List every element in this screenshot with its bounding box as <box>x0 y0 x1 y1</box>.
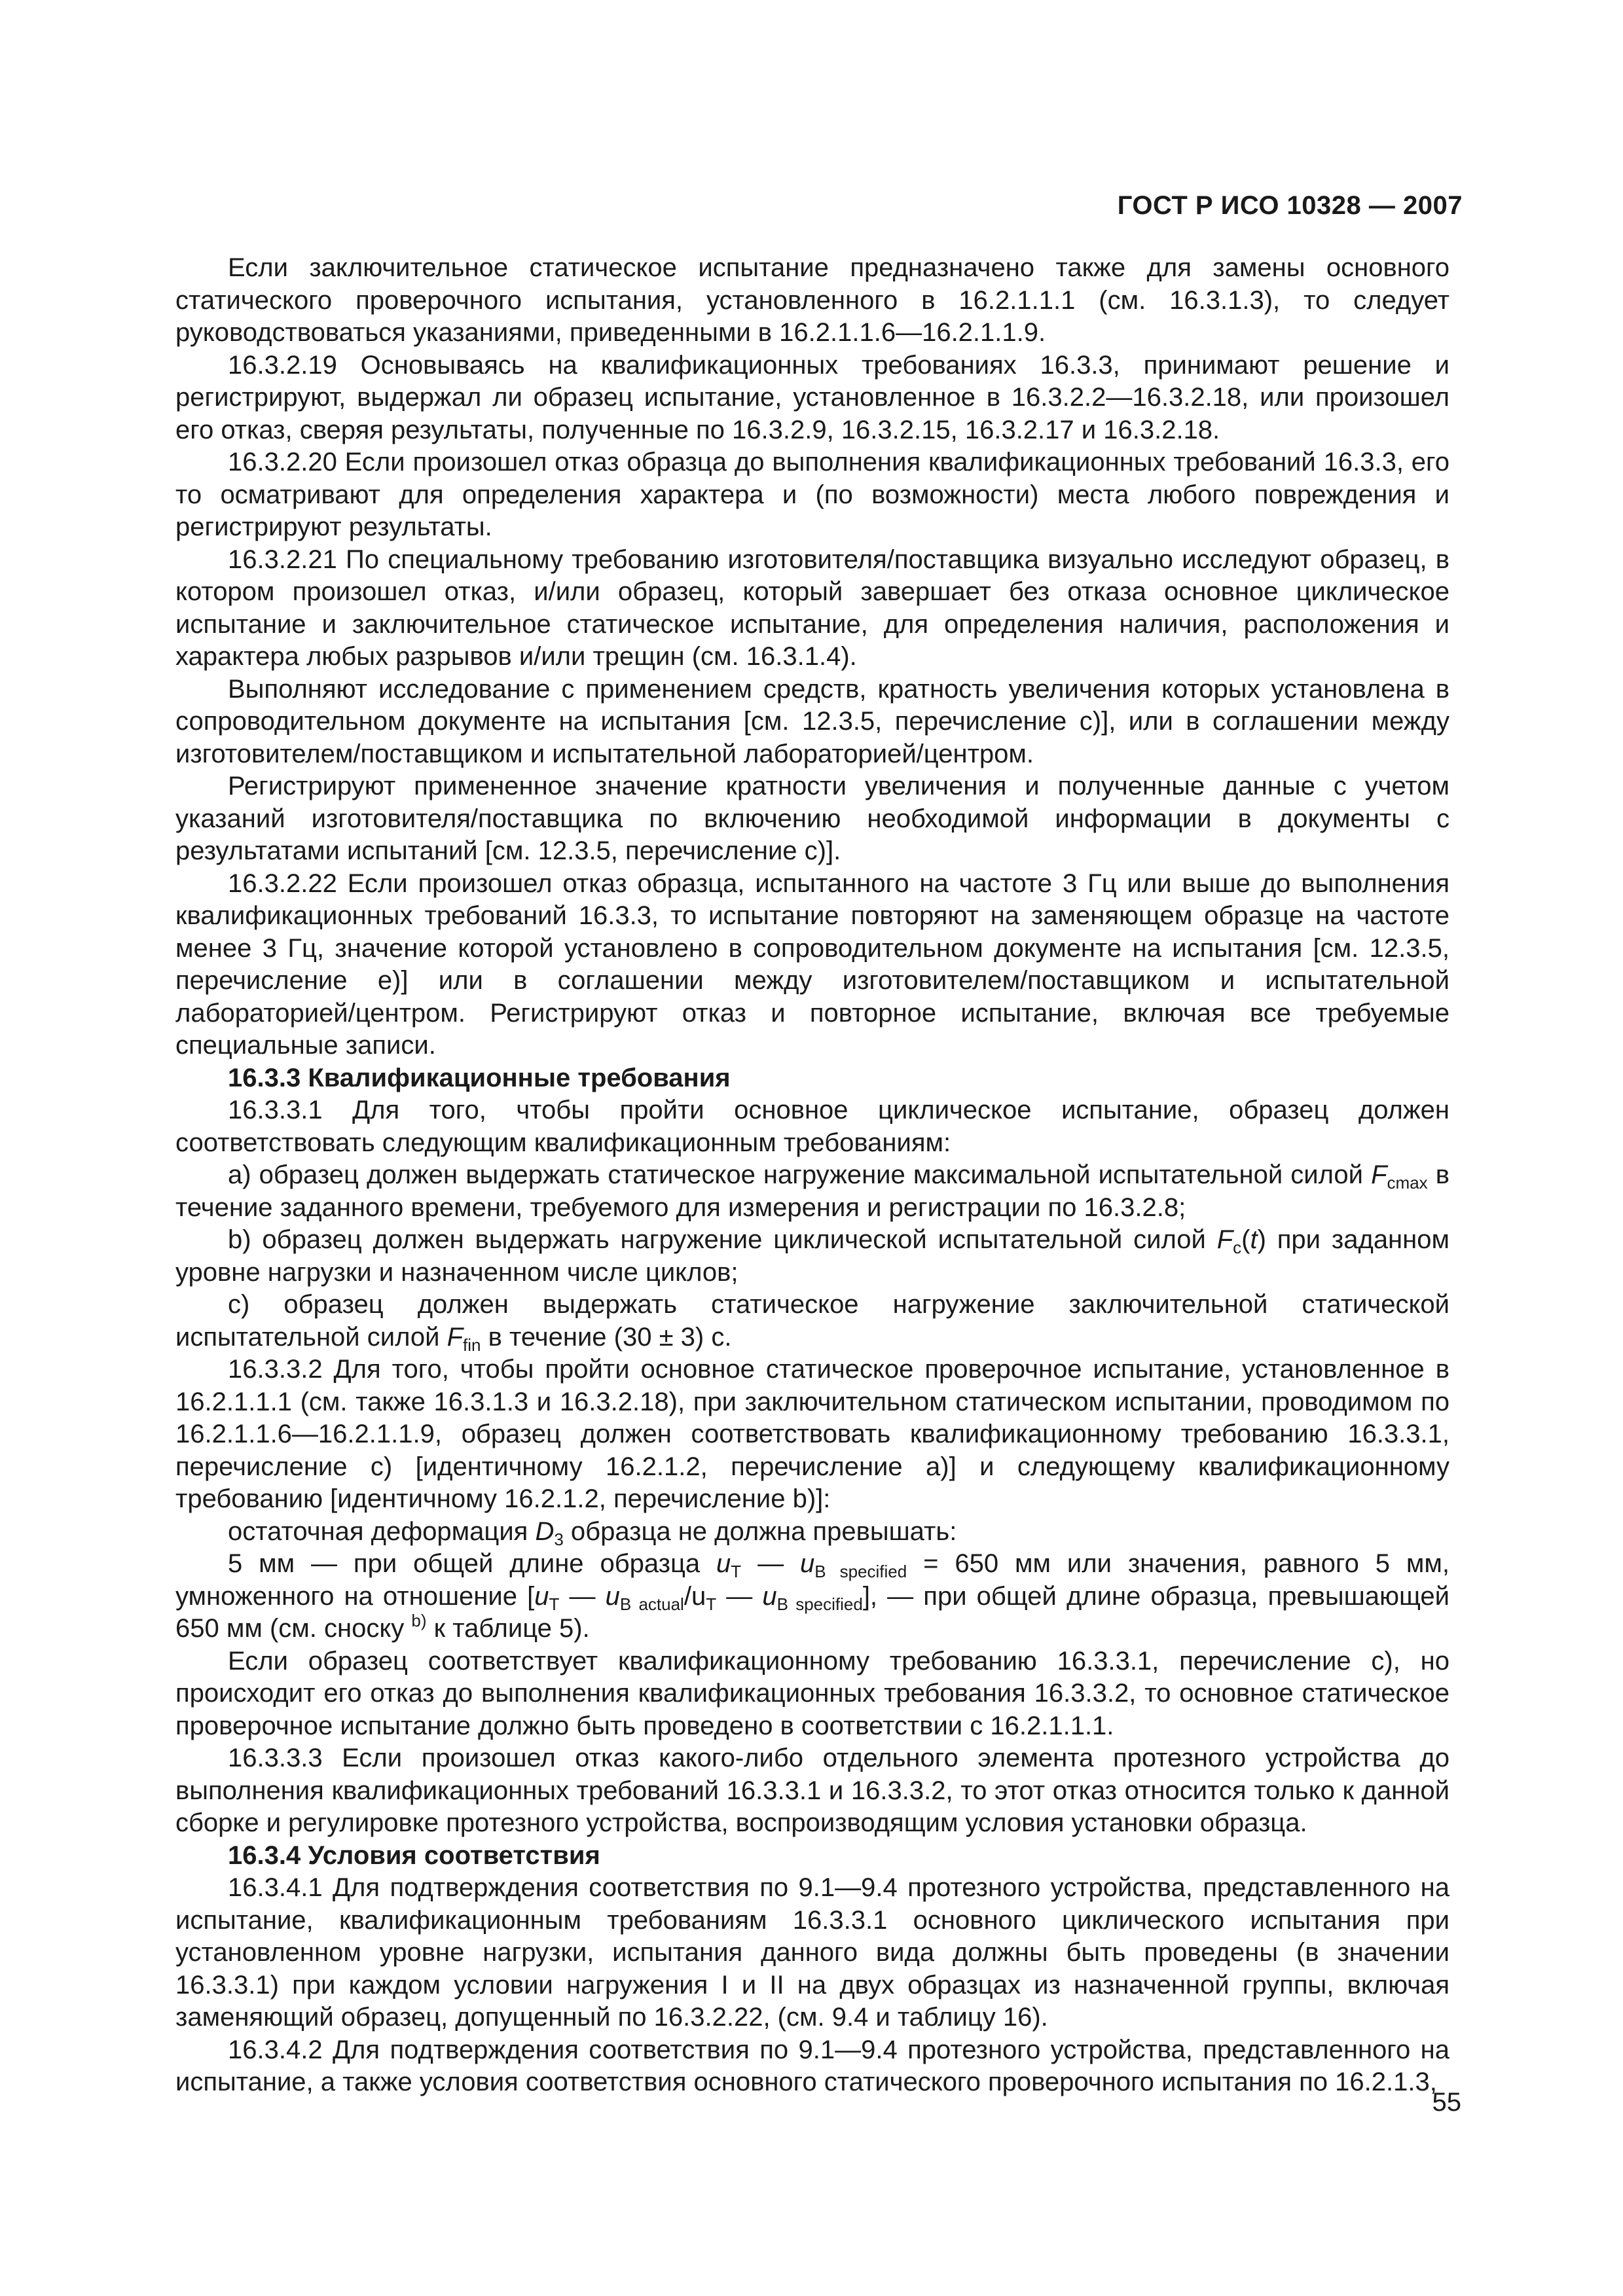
page-number: 55 <box>1432 2088 1461 2117</box>
paragraph-text: в течение (30 ± 3) с. <box>481 1322 732 1352</box>
symbol: u <box>605 1581 620 1611</box>
subscript: 3 <box>554 1529 564 1549</box>
symbol: F <box>1371 1160 1387 1189</box>
paragraph: 16.3.3.3 Если произошел отказ какого-либо отдельного элемента протезного устройства до выполнения квалификационных требований 16.3.3.1 и 16.3.3.2, то этот отказ относится только к данной сборке и регулировке протезного устройства, воспроизводящим условия установки образца. <box>175 1744 1450 1837</box>
paragraph-text: b) образец должен выдержать нагружение циклической испытательной силой <box>228 1225 1217 1254</box>
paragraph: Если образец соответствует квалификационному требованию 16.3.3.1, перечисление c), но происходит его отказ до выполнения квалификационных требования 16.3.3.2, то основное статическое проверочное испытание должно быть проведено в соответствии с 16.2.1.1.1. <box>175 1646 1450 1740</box>
paragraph <box>175 1548 1450 1645</box>
paragraph: Выполняют исследование с применением средств, кратность увеличения которых установлена в сопроводительном документе на испытания [см. 12.3.5, перечисление c)], или в соглашении между изготовителем/поставщиком и испытательной лабораторией/центром. <box>175 674 1450 768</box>
paragraph: 16.3.3.1 Для того, чтобы пройти основное циклическое испытание, образец должен соответствовать следующим квалификационным требованиям: <box>175 1096 1450 1157</box>
paragraph-text: — <box>559 1581 606 1611</box>
paragraph: 16.3.2.19 Основываясь на квалификационных требованиях 16.3.3, принимают решение и регистрируют, выдержал ли образец испытание, установленное в 16.3.2.2—16.3.2.18, или произошел его отказ, сверяя результаты, полученные по 16.3.2.9, 16.3.2.15, 16.3.2.17 и 16.3.2.18. <box>175 350 1450 444</box>
paragraph-text: к таблице 5). <box>426 1614 590 1643</box>
subscript: T <box>549 1594 560 1614</box>
paragraph-text: = 650 мм или значения, равного 5 мм, умноженного на отношение [ <box>175 1549 1450 1611</box>
paragraph <box>175 1224 1450 1289</box>
paragraph-text: в течение заданного времени, требуемого для измерения и регистрации по 16.3.2.8; <box>175 1160 1450 1222</box>
subscript: T <box>706 1594 717 1614</box>
paragraph-text: — <box>741 1549 800 1578</box>
subscript: B specified <box>776 1594 863 1614</box>
paragraph-text: 5 мм — при общей длине образца <box>228 1549 717 1578</box>
paragraph: 16.3.4.1 Для подтверждения соответствия по 9.1—9.4 протезного устройства, представленного на испытание, квалификационным требованиям 16.3.3.1 основного циклического испытания при установленном уровне нагрузки, испытания данного вида должны быть проведены (в значении 16.3.3.1) при каждом условии нагружения I и II на двух образцах из назначенной группы, включая заменяющий образец, допущенный по 16.3.2.22, (см. 9.4 и таблицу 16). <box>175 1873 1450 2032</box>
paragraph-text: образца не должна превышать: <box>563 1516 957 1546</box>
paragraph <box>175 1159 1450 1224</box>
paragraph <box>175 1516 1450 1549</box>
symbol: D <box>535 1516 555 1546</box>
paragraph: Регистрируют примененное значение кратности увеличения и полученные данные с учетом указаний изготовителя/поставщика по включению необходимой информации в документы с результатами испытаний [см. 12.3.5, перечисление c)]. <box>175 772 1450 865</box>
document-body <box>175 252 1450 2099</box>
symbol: F <box>1216 1225 1233 1254</box>
paragraph-text: ], — при общей длине образца, превышающей 650 мм (см. сноску <box>175 1581 1450 1643</box>
section-heading: 16.3.4 Условия соответствия <box>228 1840 600 1870</box>
document-header: ГОСТ Р ИСО 10328 — 2007 <box>1117 191 1463 220</box>
paragraph: Если заключительное статическое испытание предназначено также для замены основного статического проверочного испытания, установленного в 16.2.1.1.1 (см. 16.3.1.3), то следует руководствоваться указаниями, приведенными в 16.2.1.1.6—16.2.1.1.9. <box>175 253 1450 347</box>
subscript: cmax <box>1387 1173 1428 1193</box>
section-heading: 16.3.3 Квалификационные требования <box>228 1063 731 1092</box>
paragraph-text: /u <box>684 1581 706 1611</box>
subscript: fin <box>463 1335 481 1355</box>
symbol: t <box>1250 1225 1258 1254</box>
subscript: B actual <box>619 1594 684 1614</box>
subscript: c <box>1233 1238 1242 1257</box>
symbol: u <box>799 1549 815 1578</box>
symbol: u <box>534 1581 549 1611</box>
subscript: B specified <box>814 1562 907 1581</box>
symbol: u <box>762 1581 777 1611</box>
symbol: u <box>716 1549 731 1578</box>
paragraph: 16.3.4.2 Для подтверждения соответствия по 9.1—9.4 протезного устройства, представленного на испытание, а также условия соответствия основного статического проверочного испытания по 16.2.1.3, <box>175 2035 1450 2096</box>
paragraph-text: — <box>716 1581 763 1611</box>
paragraph: 16.3.2.21 По специальному требованию изготовителя/поставщика визуально исследуют образец, в котором произошел отказ, и/или образец, который завершает без отказа основное циклическое испытание и заключительное статическое испытание, для определения наличия, расположения и характера любых разрывов и/или трещин (см. 16.3.1.4). <box>175 545 1450 671</box>
symbol: F <box>447 1322 464 1352</box>
superscript: b) <box>411 1611 427 1630</box>
subscript: T <box>731 1562 742 1581</box>
paragraph: 16.3.3.2 Для того, чтобы пройти основное статическое проверочное испытание, установленное в 16.2.1.1.1 (см. также 16.3.1.3 и 16.3.2.18), при заключительном статическом испытании, проводимом по 16.2.1.1.6—16.2.1.1.9, образец должен соответствовать квалификационному требованию 16.3.3.1, перечисление c) [идентичному 16.2.1.2, перечисление a)] и следующему квалификационному требованию [идентичному 16.2.1.2, перечисление b)]: <box>175 1355 1450 1513</box>
paragraph-text: c) образец должен выдержать статическое нагружение заключительной статической испытательной силой <box>175 1290 1450 1352</box>
paragraph-text: а) образец должен выдержать статическое нагружение максимальной испытательной силой <box>228 1160 1372 1189</box>
paragraph <box>175 1289 1450 1354</box>
paragraph-text: ( <box>1241 1225 1250 1254</box>
paragraph: 16.3.2.22 Если произошел отказ образца, испытанного на частоте 3 Гц или выше до выполнения квалификационных требований 16.3.3, то испытание повторяют на заменяющем образце на частоте менее 3 Гц, значение которой установлено в сопроводительном документе на испытания [см. 12.3.5, перечисление e)] или в соглашении между изготовителем/поставщиком и испытательной лабораторией/центром. Регистрируют отказ и повторное испытание, включая все требуемые специальные записи. <box>175 869 1450 1060</box>
paragraph-text: ) при заданном уровне нагрузки и назначенном числе циклов; <box>175 1225 1450 1287</box>
paragraph-text: остаточная деформация <box>228 1516 536 1546</box>
paragraph: 16.3.2.20 Если произошел отказ образца до выполнения квалификационных требований 16.3.3, его то осматривают для определения характера и (по возможности) места любого повреждения и регистрируют результаты. <box>175 448 1450 541</box>
